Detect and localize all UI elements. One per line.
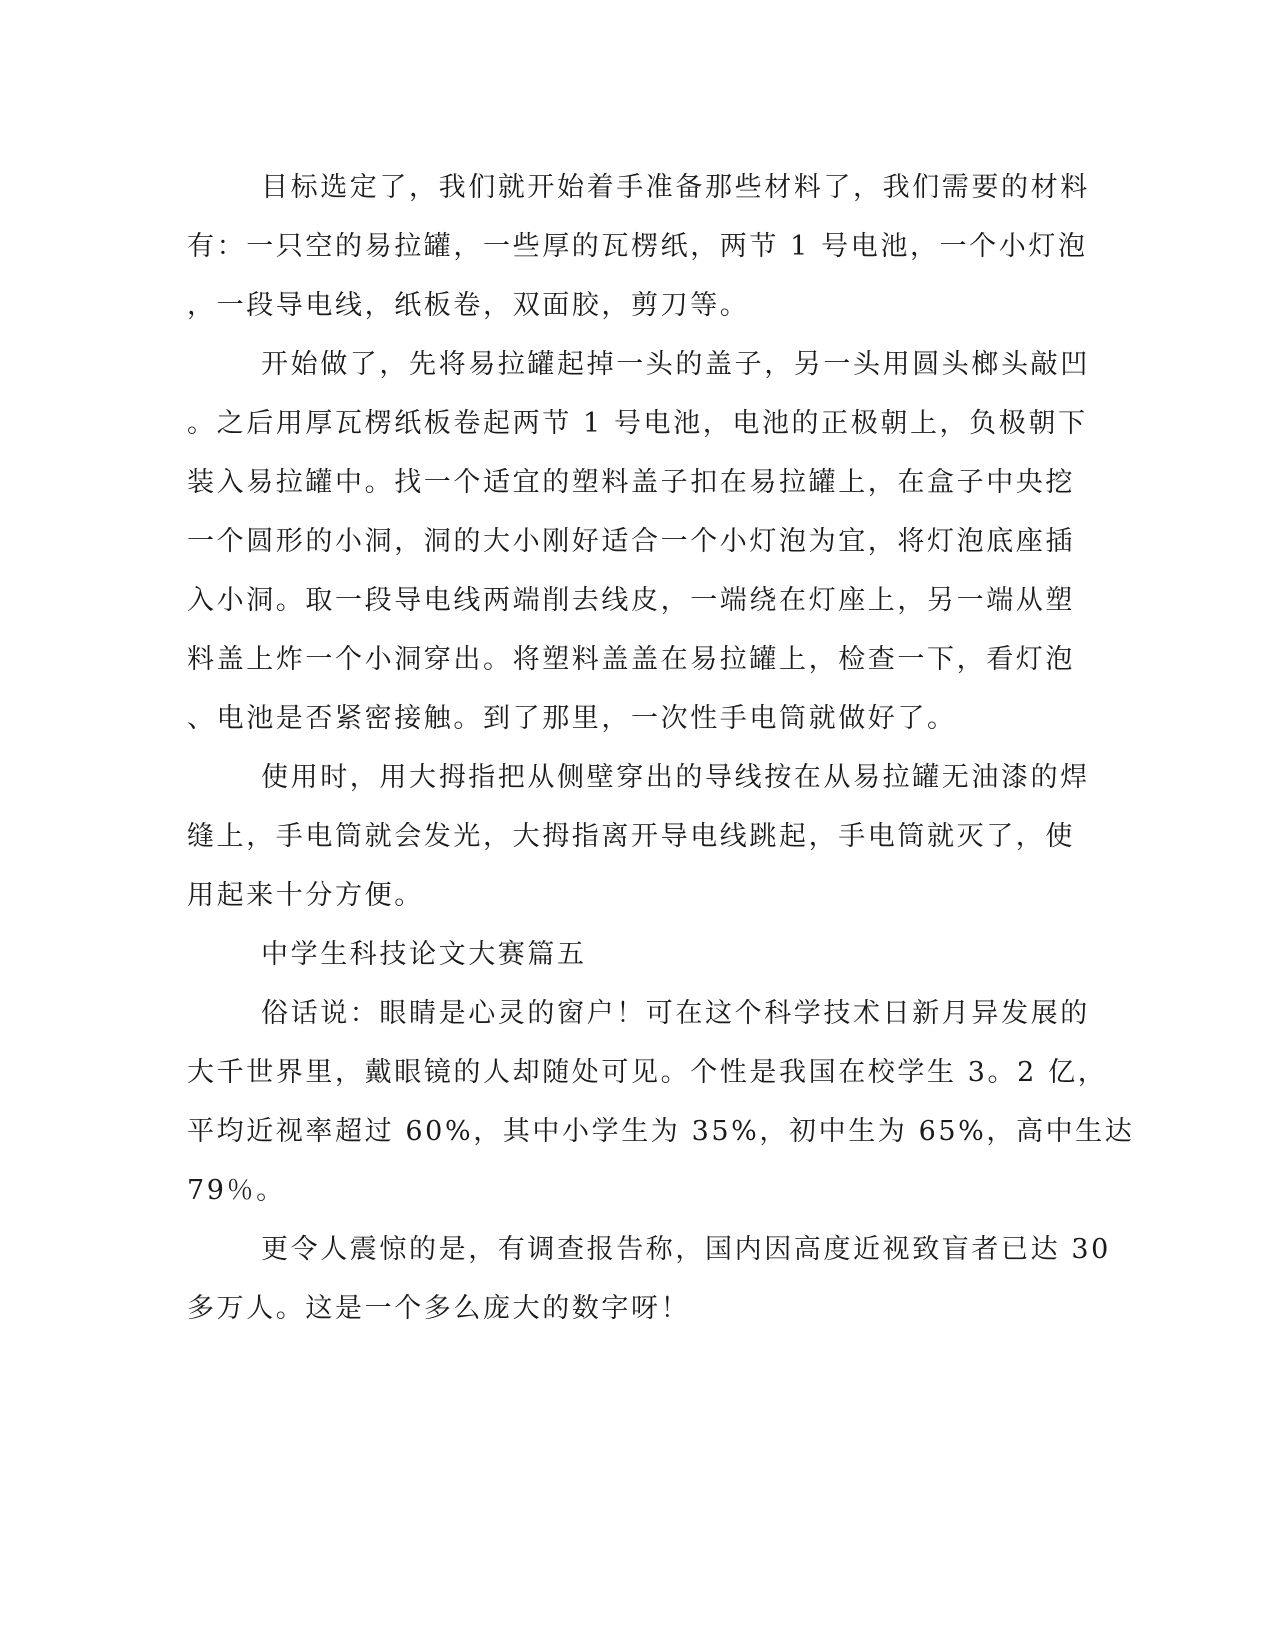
paragraph-blindness (187, 1220, 1111, 1338)
paragraph-materials (187, 158, 1090, 335)
paragraph-line: 装入易拉罐中。找一个适宜的塑料盖子扣在易拉罐上，在盒子中央挖 (187, 467, 1075, 498)
paragraph-line: 缝上，手电筒就会发光，大拇指离开导电线跳起，手电筒就灭了，使 (187, 821, 1075, 852)
paragraph-line: 料盖上炸一个小洞穿出。将塑料盖盖在易拉罐上，检查一下，看灯泡 (187, 644, 1075, 675)
paragraph-line: 。之后用厚瓦楞纸板卷起两节 1 号电池，电池的正极朝上，负极朝下 (187, 408, 1088, 439)
paragraph-line: 用起来十分方便。 (187, 880, 424, 911)
paragraph-myopia-stats (187, 984, 1135, 1220)
paragraph-line: 一个圆形的小洞，洞的大小刚好适合一个小灯泡为宜，将灯泡底座插 (187, 526, 1075, 557)
paragraph-line: 有：一只空的易拉罐，一些厚的瓦楞纸，两节 1 号电池，一个小灯泡 (187, 231, 1088, 262)
document-body (187, 158, 1135, 1338)
paragraph-line: 79％。 (187, 1175, 286, 1206)
paragraph-line: 大千世界里，戴眼镜的人却随处可见。个性是我国在校学生 3。2 亿， (187, 1057, 1108, 1088)
paragraph-line: 多万人。这是一个多么庞大的数字呀！ (187, 1293, 691, 1324)
paragraph-line: 、电池是否紧密接触。到了那里，一次性手电筒就做好了。 (187, 703, 957, 734)
paragraph-steps (187, 335, 1090, 748)
paragraph-line: 入小洞。取一段导电线两端削去线皮，一端绕在灯座上，另一端从塑 (187, 585, 1075, 616)
paragraph-line: ，一段导电线，纸板卷，双面胶，剪刀等。 (187, 290, 750, 321)
paragraph-line: 平均近视率超过 60%，其中小学生为 35%，初中生为 65%，高中生达 (187, 1116, 1135, 1147)
paragraph-line: 俗话说：眼睛是心灵的窗户！可在这个科学技术日新月异发展的 (261, 998, 1090, 1029)
paragraph-line: 更令人震惊的是，有调查报告称，国内因高度近视致盲者已达 30 (261, 1234, 1111, 1265)
paragraph-usage (187, 748, 1090, 925)
section-title: 中学生科技论文大赛篇五 (261, 939, 587, 970)
paragraph-line: 目标选定了，我们就开始着手准备那些材料了，我们需要的材料 (261, 172, 1090, 203)
paragraph-line: 使用时，用大拇指把从侧壁穿出的导线按在从易拉罐无油漆的焊 (261, 762, 1090, 793)
section-heading (187, 925, 1067, 984)
paragraph-line: 开始做了，先将易拉罐起掉一头的盖子，另一头用圆头榔头敲凹 (261, 349, 1090, 380)
